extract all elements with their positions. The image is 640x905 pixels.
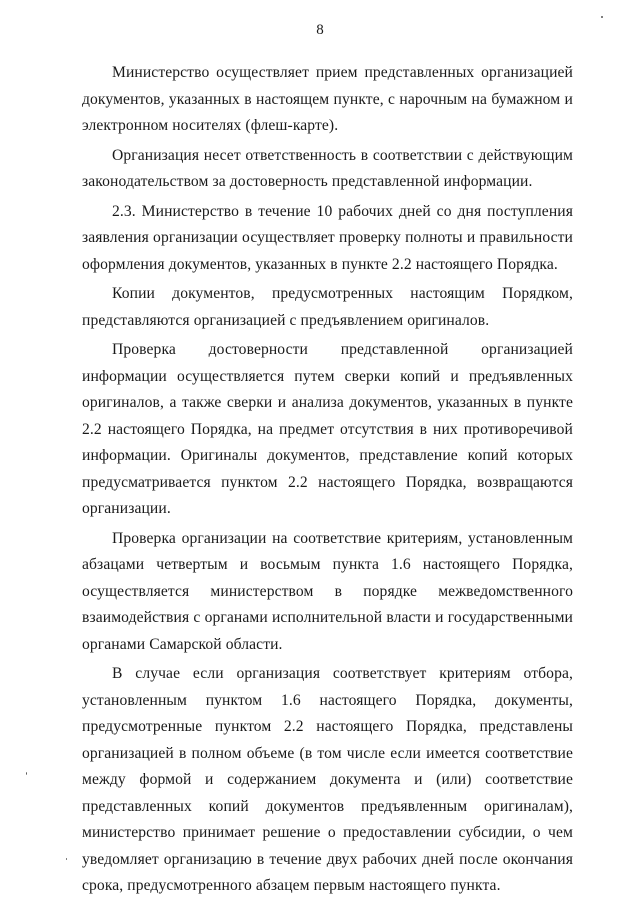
page-number: 8 xyxy=(316,22,324,38)
scan-speck xyxy=(601,16,603,18)
paragraph-criteria-check: Проверка организации на соответствие критериям, установленным абзацами четвертым и восьмым пункта 1.6 настоящего Порядка, осуществляется министерством в порядке межведомственного взаимодействия с органами исполнительной власти и государственными органами Самарской области. xyxy=(82,529,573,653)
scan-speck xyxy=(66,858,67,860)
paragraph-document-receipt: Министерство осуществляет прием представленных организацией документов, указанных в настоящем пункте, с нарочным на бумажном и электронном носителях (флеш-карте). xyxy=(82,64,573,134)
paragraph-responsibility: Организация несет ответственность в соответствии с действующим законодательством за достоверность представленной информации. xyxy=(82,146,573,190)
scan-speck xyxy=(26,772,27,775)
paragraph-verification: Проверка достоверности представленной организацией информации осуществляется путем сверки копий и предъявленных оригиналов, а также сверки и анализа документов, указанных в пункте 2.2 настоящего Порядка, на предмет отсутствия в них противоречивой информации. Оригиналы документов, представление копий которых предусматривается пунктом 2.2 настоящего Порядка, возвращаются организации. xyxy=(82,341,573,517)
paragraph-subsidy-decision: В случае если организация соответствует критериям отбора, установленным пунктом 1.6 настоящего Порядка, документы, предусмотренные пунктом 2.2 настоящего Порядка, представлены организацией в полном объеме (в том числе если имеется соответствие между формой и содержанием документа и (или) соответствие представленных копий документов предъявленным оригиналам), министерство принимает решение о предоставлении субсидии, о чем уведомляет организацию в течение двух рабочих дней после окончания срока, предусмотренного абзацем первым настоящего пункта. xyxy=(82,665,573,894)
document-body xyxy=(82,60,573,900)
paragraph-clause-2-3: 2.3. Министерство в течение 10 рабочих дней со дня поступления заявления организации осуществляет проверку полноты и правильности оформления документов, указанных в пункте 2.2 настоящего Порядка. xyxy=(82,202,573,273)
paragraph-copies: Копии документов, предусмотренных настоящим Порядком, представляются организацией с предъявлением оригиналов. xyxy=(82,285,573,329)
